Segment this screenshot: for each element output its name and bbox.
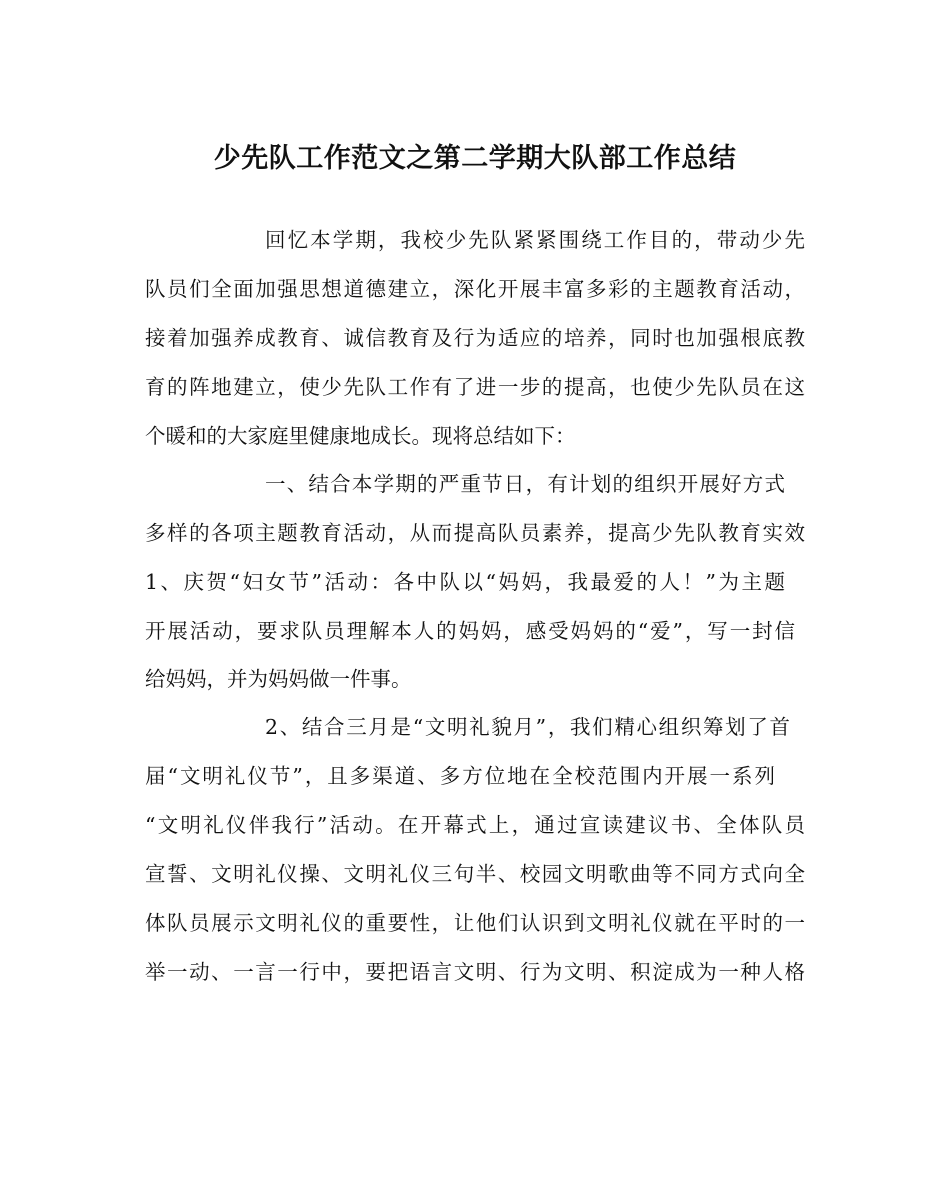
text-line: 体队员展示文明礼仪的重要性，让他们认识到文明礼仪就在平时的一: [145, 911, 805, 935]
text-line: 个暖和的大家庭里健康地成长。现将总结如下：: [145, 424, 576, 448]
text-line: 多样的各项主题教育活动，从而提高队员素养，提高少先队教育实效: [145, 521, 805, 545]
text-line: 给妈妈，并为妈妈做一件事。: [145, 667, 412, 691]
text-line: 届“文明礼仪节”，且多渠道、多方位地在全校范围内开展一系列: [145, 764, 775, 788]
text-line: 1、庆贺“妇女节”活动：各中队以“妈妈，我最爱的人！”为主题: [145, 570, 785, 594]
text-line: “文明礼仪伴我行”活动。在开幕式上，通过宣读建议书、全体队员: [145, 813, 805, 837]
text-line: 队员们全面加强思想道德建立，深化开展丰富多彩的主题教育活动，: [145, 277, 805, 301]
text-line: 开展活动，要求队员理解本人的妈妈，感受妈妈的“爱”，写一封信: [145, 619, 795, 643]
text-line: 2、结合三月是“文明礼貌月”，我们精心组织筹划了首: [265, 715, 790, 739]
text-line: 育的阵地建立，使少先队工作有了进一步的提高，也使少先队员在这: [145, 375, 805, 399]
text-line: 回忆本学期，我校少先队紧紧围绕工作目的，带动少先: [265, 228, 805, 252]
text-line: 举一动、一言一行中，要把语言文明、行为文明、积淀成为一种人格: [145, 960, 805, 984]
text-line: 接着加强养成教育、诚信教育及行为适应的培养，同时也加强根底教: [145, 326, 805, 350]
document-title: 少先队工作范文之第二学期大队部工作总结: [213, 143, 737, 174]
text-line: 一、结合本学期的严重节日，有计划的组织开展好方式: [265, 472, 785, 496]
text-line: 宣誓、文明礼仪操、文明礼仪三句半、校园文明歌曲等不同方式向全: [145, 862, 805, 886]
